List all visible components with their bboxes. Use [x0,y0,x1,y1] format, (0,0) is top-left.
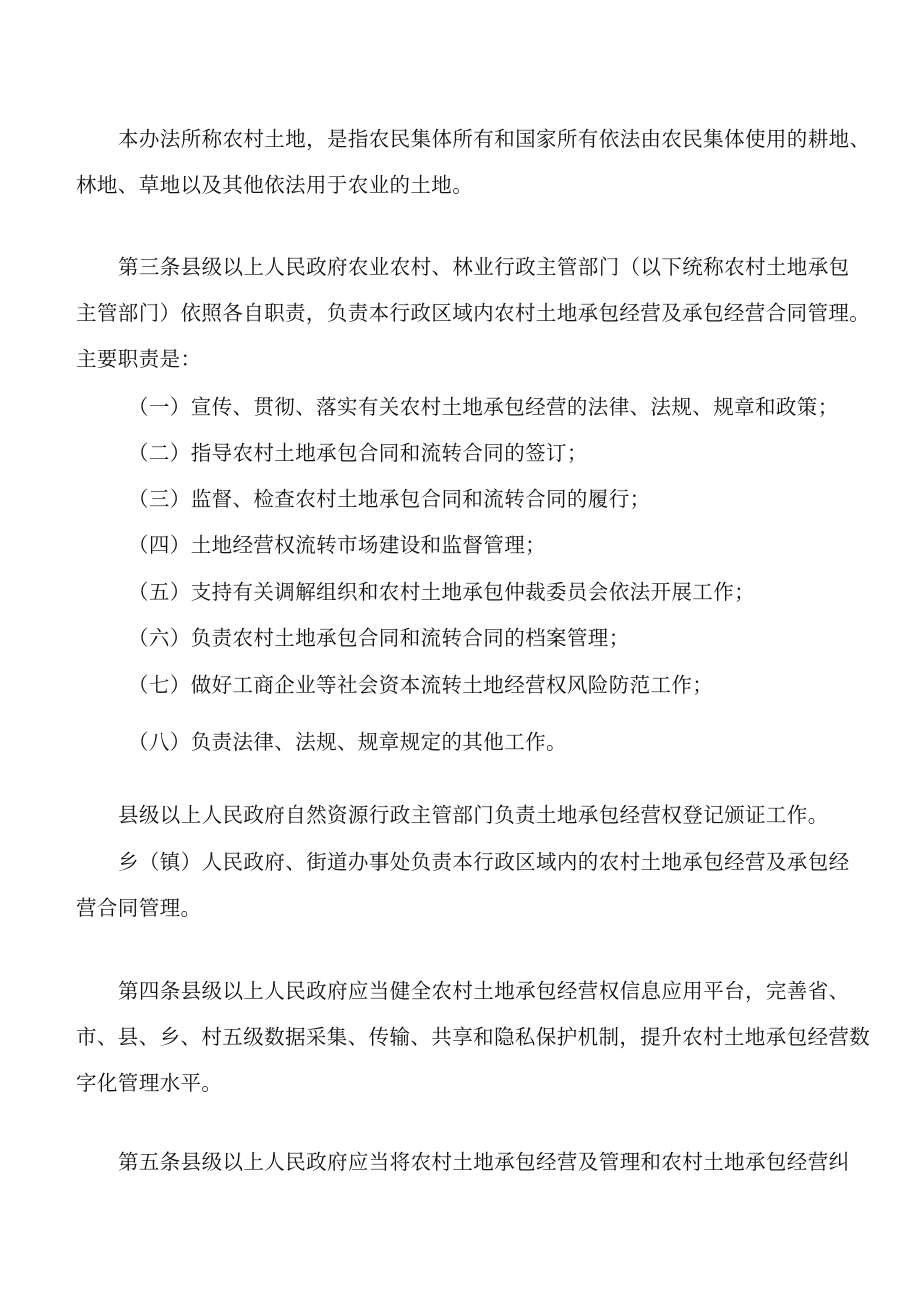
paragraph-township-line-2: 营合同管理。 [76,896,202,920]
duty-item-8: （八）负责法律、法规、规章规定的其他工作。 [128,730,567,754]
duty-item-2: （二）指导农村土地承包合同和流转合同的签订； [128,441,588,465]
paragraph-natural-resources: 县级以上人民政府自然资源行政主管部门负责土地承包经营权登记颁证工作。 [118,803,829,827]
duty-item-1: （一）宣传、贯彻、落实有关农村土地承包经营的法律、法规、规章和政策； [128,395,839,419]
paragraph-rural-land-definition-line-1: 本办法所称农村土地，是指农民集体所有和国家所有依法由农民集体使用的耕地、 [118,127,871,151]
article-3-line-1: 第三条县级以上人民政府农业农村、林业行政主管部门（以下统称农村土地承包 [118,255,850,279]
article-4-line-3: 字化管理水平。 [76,1071,223,1095]
paragraph-township-line-1: 乡（镇）人民政府、街道办事处负责本行政区域内的农村土地承包经营及承包经 [118,850,850,874]
article-4-line-2: 市、县、乡、村五级数据采集、传输、共享和隐私保护机制，提升农村土地承包经营数 [76,1025,871,1049]
article-4-line-1: 第四条县级以上人民政府应当健全农村土地承包经营权信息应用平台，完善省、 [118,979,850,1003]
duty-item-6: （六）负责农村土地承包合同和流转合同的档案管理； [128,626,630,650]
duty-item-7: （七）做好工商企业等社会资本流转土地经营权风险防范工作； [128,673,714,697]
article-3-line-3: 主要职责是： [76,347,202,371]
article-5-line-1: 第五条县级以上人民政府应当将农村土地承包经营及管理和农村土地承包经营纠 [118,1150,850,1174]
paragraph-rural-land-definition-line-2: 林地、草地以及其他依法用于农业的土地。 [76,173,474,197]
article-3-line-2: 主管部门）依照各自职责，负责本行政区域内农村土地承包经营及承包经营合同管理。 [76,301,871,325]
duty-item-4: （四）土地经营权流转市场建设和监督管理； [128,533,546,557]
duty-item-3: （三）监督、检查农村土地承包合同和流转合同的履行； [128,487,651,511]
duty-item-5: （五）支持有关调解组织和农村土地承包仲裁委员会依法开展工作； [128,580,755,604]
